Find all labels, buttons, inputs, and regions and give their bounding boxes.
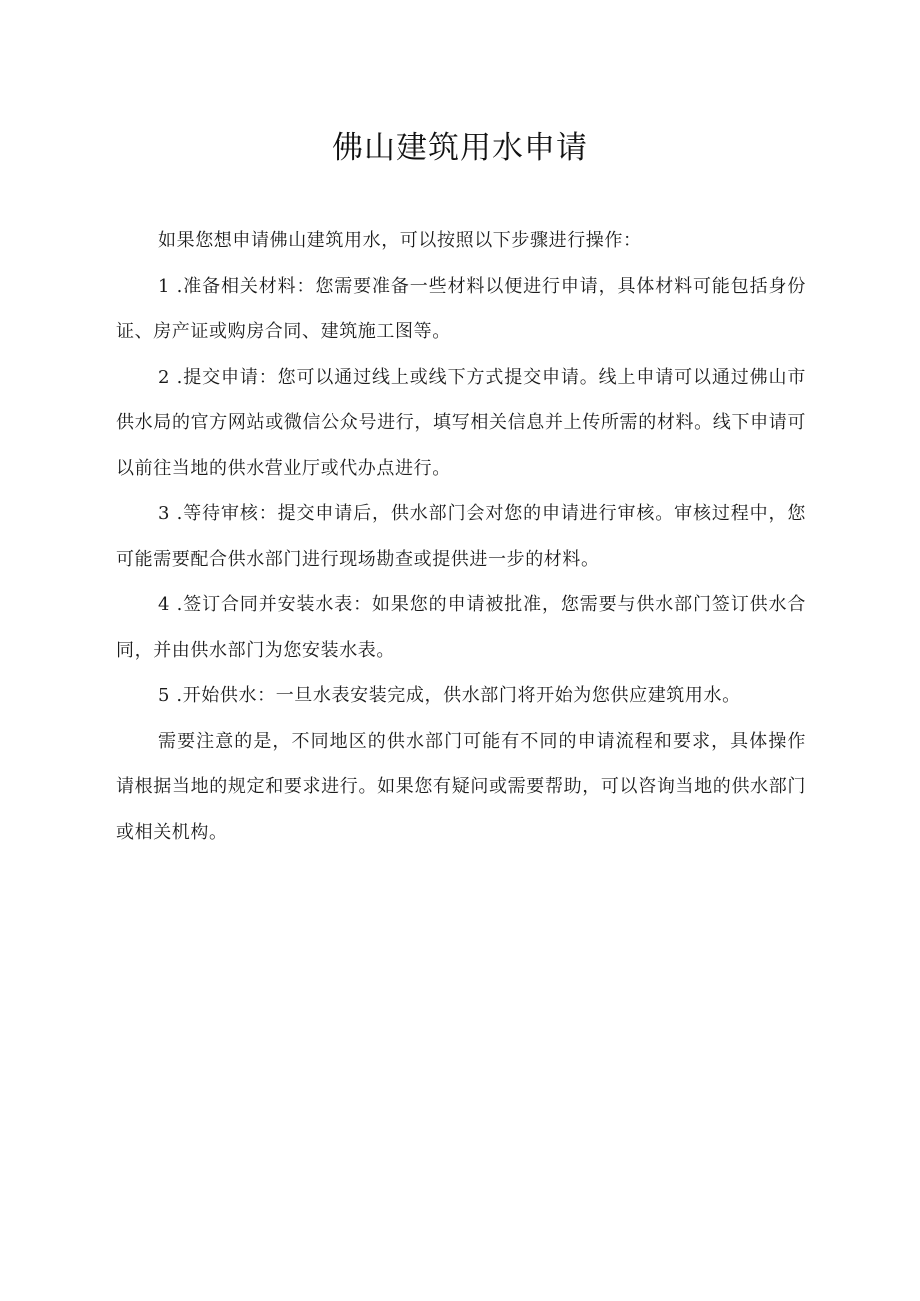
document-body [116,218,806,855]
step-1-paragraph: 1 .准备相关材料：您需要准备一些材料以便进行申请，具体材料可能包括身份证、房产证或购房合同、建筑施工图等。 [116,275,806,342]
document-title: 佛山建筑用水申请 [332,130,588,166]
step-5-paragraph: 5 .开始供水：一旦水表安装完成，供水部门将开始为您供应建筑用水。 [158,685,741,706]
step-4-paragraph: 4 .签订合同并安装水表：如果您的申请被批准，您需要与供水部门签订供水合同，并由供水部门为您安装水表。 [116,594,806,661]
step-3-paragraph: 3 .等待审核：提交申请后，供水部门会对您的申请进行审核。审核过程中，您可能需要配合供水部门进行现场勘查或提供进一步的材料。 [116,503,806,570]
note-paragraph: 需要注意的是，不同地区的供水部门可能有不同的申请流程和要求，具体操作请根据当地的规定和要求进行。如果您有疑问或需要帮助，可以咨询当地的供水部门或相关机构。 [116,730,806,843]
intro-paragraph: 如果您想申请佛山建筑用水，可以按照以下步骤进行操作： [158,230,642,251]
step-2-paragraph: 2 .提交申请：您可以通过线上或线下方式提交申请。线上申请可以通过佛山市供水局的官方网站或微信公众号进行，填写相关信息并上传所需的材料。线下申请可以前往当地的供水营业厅或代办点进行。 [116,366,806,479]
